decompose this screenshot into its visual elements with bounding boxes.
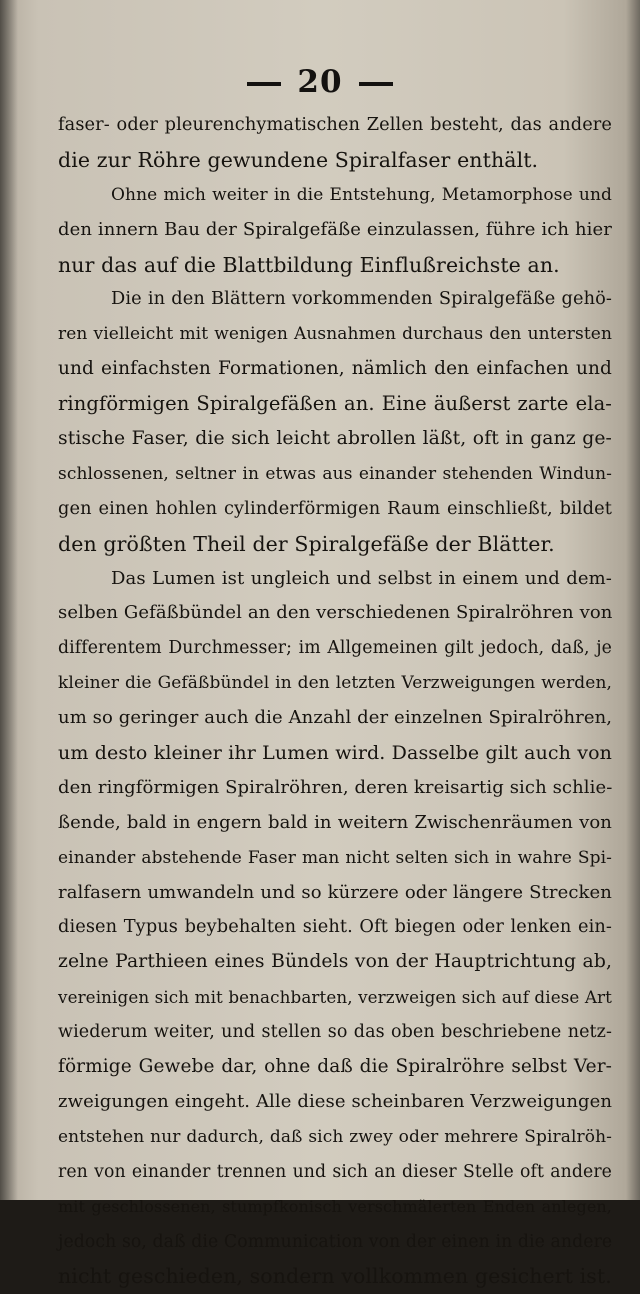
- text-line: Ohne mich weiter in die Entstehung, Metamorphose und: [111, 184, 612, 205]
- text-line: zelne Parthieen eines Bündels von der Hauptrichtung ab,: [58, 951, 612, 973]
- text-line: ringförmigen Spiralgefäßen an. Eine äußerst zarte ela-: [58, 392, 612, 416]
- text-line: ren vielleicht mit wenigen Ausnahmen durchaus den untersten: [58, 324, 612, 345]
- text-line: die zur Röhre gewundene Spiralfaser enthält.: [58, 147, 539, 172]
- text-line: mit geschlossenen, stumpfkonisch verschmälerten Enden anlegen,: [58, 1196, 612, 1216]
- text-line: schlossenen, seltner in etwas aus einander stehenden Windun-: [58, 463, 612, 484]
- text-line: differentem Durchmesser; im Allgemeinen gilt jedoch, daß, je: [58, 638, 612, 659]
- page-edge-shadow: [626, 0, 640, 1200]
- text-line: stische Faser, die sich leicht abrollen läßt, oft in ganz ge-: [58, 428, 612, 450]
- text-line: wiederum weiter, und stellen so das oben beschriebene netz-: [58, 1022, 612, 1043]
- text-line: ren von einander trennen und sich an dieser Stelle oft andere: [58, 1161, 612, 1182]
- text-line: nur das auf die Blattbildung Einflußreichste an.: [58, 252, 560, 277]
- text-line: ßende, bald in engern bald in weitern Zwischenräumen von: [58, 811, 612, 833]
- text-line: entstehen nur dadurch, daß sich zwey oder mehrere Spiralröh-: [58, 1126, 612, 1147]
- text-line: vereinigen sich mit benachbarten, verzweigen sich auf diese Art: [58, 987, 612, 1008]
- page-number: 20: [297, 64, 343, 100]
- text-line: gen einen hohlen cylinderförmigen Raum einschließt, bildet: [58, 498, 612, 519]
- header-dash-right: [359, 82, 393, 86]
- text-line: selben Gefäßbündel an den verschiedenen Spiralröhren von: [58, 602, 613, 624]
- text-line: faser- oder pleurenchymatischen Zellen besteht, das andere: [58, 115, 612, 135]
- text-line: den innern Bau der Spiralgefäße einzulassen, führe ich hier: [58, 218, 612, 240]
- text-line: und einfachsten Formationen, nämlich den einfachen und: [58, 358, 612, 380]
- text-line: nicht geschieden, sondern vollkommen gesichert ist.: [58, 1264, 612, 1289]
- header-dash-left: [247, 82, 281, 86]
- text-line: um so geringer auch die Anzahl der einzelnen Spiralröhren,: [58, 707, 613, 729]
- spine-shadow: [0, 0, 18, 1200]
- text-line: einander abstehende Faser man nicht selten sich in wahre Spi-: [58, 847, 612, 868]
- page-header: [0, 64, 640, 100]
- text-line: diesen Typus beybehalten sieht. Oft biegen oder lenken ein-: [58, 917, 612, 938]
- text-line: den ringförmigen Spiralröhren, deren kreisartig sich schlie-: [58, 776, 613, 798]
- text-line: jedoch so, daß die Communication von der einen in die andere: [58, 1231, 613, 1252]
- text-line: den größten Theil der Spiralgefäße der Blätter.: [58, 531, 555, 556]
- text-line: kleiner die Gefäßbündel in den letzten Verzweigungen werden,: [58, 673, 612, 694]
- text-line: Das Lumen ist ungleich und selbst in einem und dem-: [111, 567, 612, 589]
- text-line: Die in den Blättern vorkommenden Spiralgefäße gehö-: [111, 289, 612, 310]
- text-line: ralfasern umwandeln und so kürzere oder längere Strecken: [58, 881, 612, 903]
- body-text: [58, 108, 612, 1294]
- text-line: förmige Gewebe dar, ohne daß die Spiralröhre selbst Ver-: [58, 1056, 612, 1078]
- text-line: um desto kleiner ihr Lumen wird. Dasselbe gilt auch von: [58, 742, 612, 765]
- text-line: zweigungen eingeht. Alle diese scheinbaren Verzweigungen: [58, 1090, 613, 1112]
